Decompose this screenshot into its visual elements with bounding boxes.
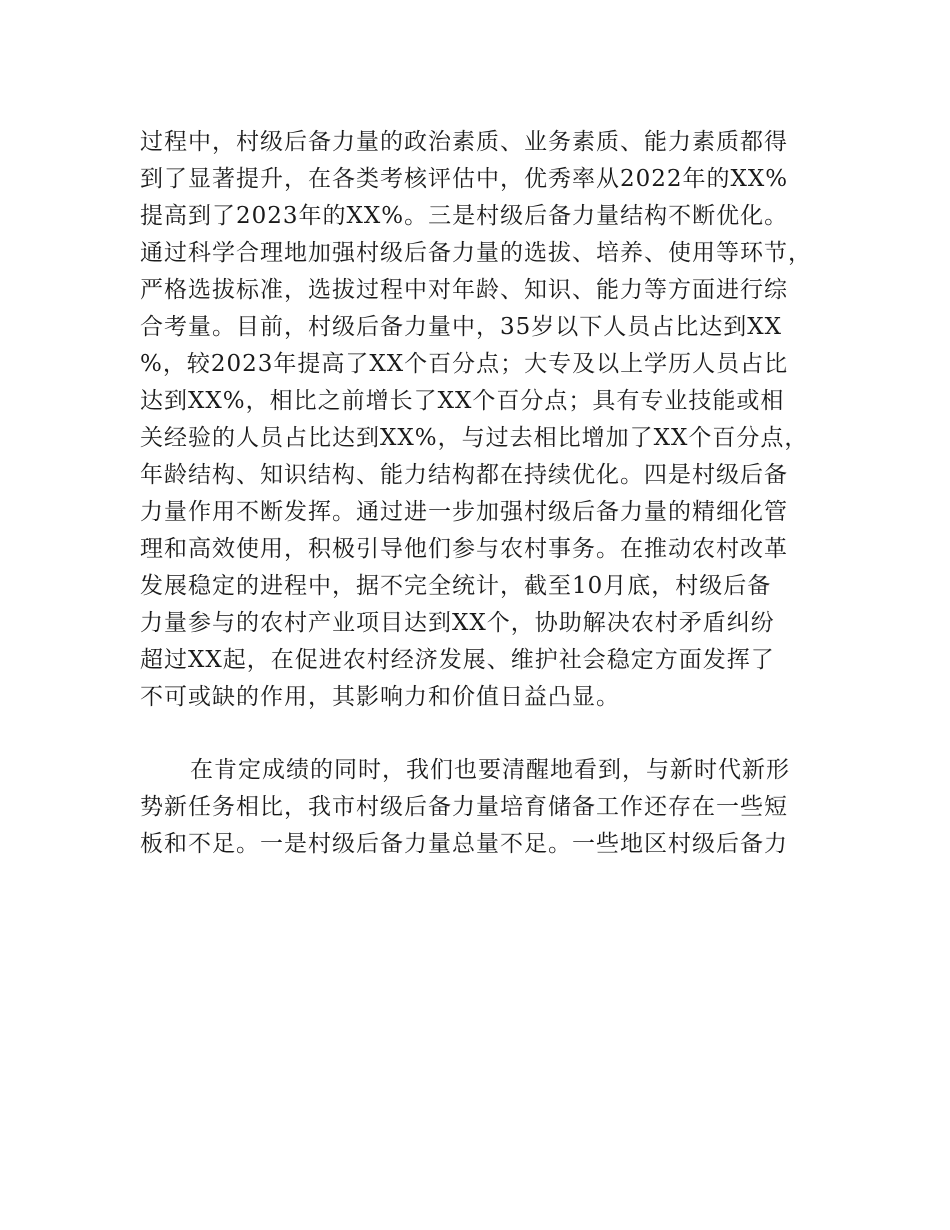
text-line: 在肯定成绩的同时，我们也要清醒地看到，与新时代新形 (190, 757, 790, 783)
text-line: 过程中，村级后备力量的政治素质、业务素质、能力素质都得 (140, 129, 788, 155)
text-line: 严格选拔标准，选拔过程中对年龄、知识、能力等方面进行综 (140, 277, 788, 303)
paragraph-1 (140, 124, 820, 716)
text-line: 发展稳定的进程中，据不完全统计，截至10月底，村级后备 (140, 573, 772, 599)
text-line: 势新任务相比，我市村级后备力量培育储备工作还存在一些短 (140, 794, 788, 820)
text-line: 年龄结构、知识结构、能力结构都在持续优化。四是村级后备 (140, 462, 788, 488)
text-line: 超过XX起，在促进农村经济发展、维护社会稳定方面发挥了 (140, 647, 775, 673)
text-line: 达到XX%，相比之前增长了XX个百分点；具有专业技能或相 (140, 388, 785, 414)
text-line: 提高到了2023年的XX%。三是村级后备力量结构不断优化。 (140, 203, 789, 229)
text-line: 理和高效使用，积极引导他们参与农村事务。在推动农村改革 (140, 536, 788, 562)
text-line: 力量参与的农村产业项目达到XX个，协助解决农村矛盾纠纷 (140, 610, 775, 636)
text-line: 不可或缺的作用，其影响力和价值日益凸显。 (140, 684, 620, 710)
text-line: 关经验的人员占比达到XX%，与过去相比增加了XX个百分点， (140, 425, 809, 451)
text-line: 板和不足。一是村级后备力量总量不足。一些地区村级后备力 (140, 831, 788, 857)
text-line: 到了显著提升，在各类考核评估中，优秀率从2022年的XX% (140, 166, 789, 192)
paragraph-2 (140, 752, 820, 863)
paragraph-gap (140, 716, 820, 752)
text-line: %，较2023年提高了XX个百分点；大专及以上学历人员占比 (140, 351, 789, 377)
text-line: 通过科学合理地加强村级后备力量的选拔、培养、使用等环节， (140, 240, 812, 266)
text-line: 力量作用不断发挥。通过进一步加强村级后备力量的精细化管 (140, 499, 788, 525)
document-body (140, 124, 820, 863)
text-line: 合考量。目前，村级后备力量中，35岁以下人员占比达到XX (140, 314, 783, 340)
